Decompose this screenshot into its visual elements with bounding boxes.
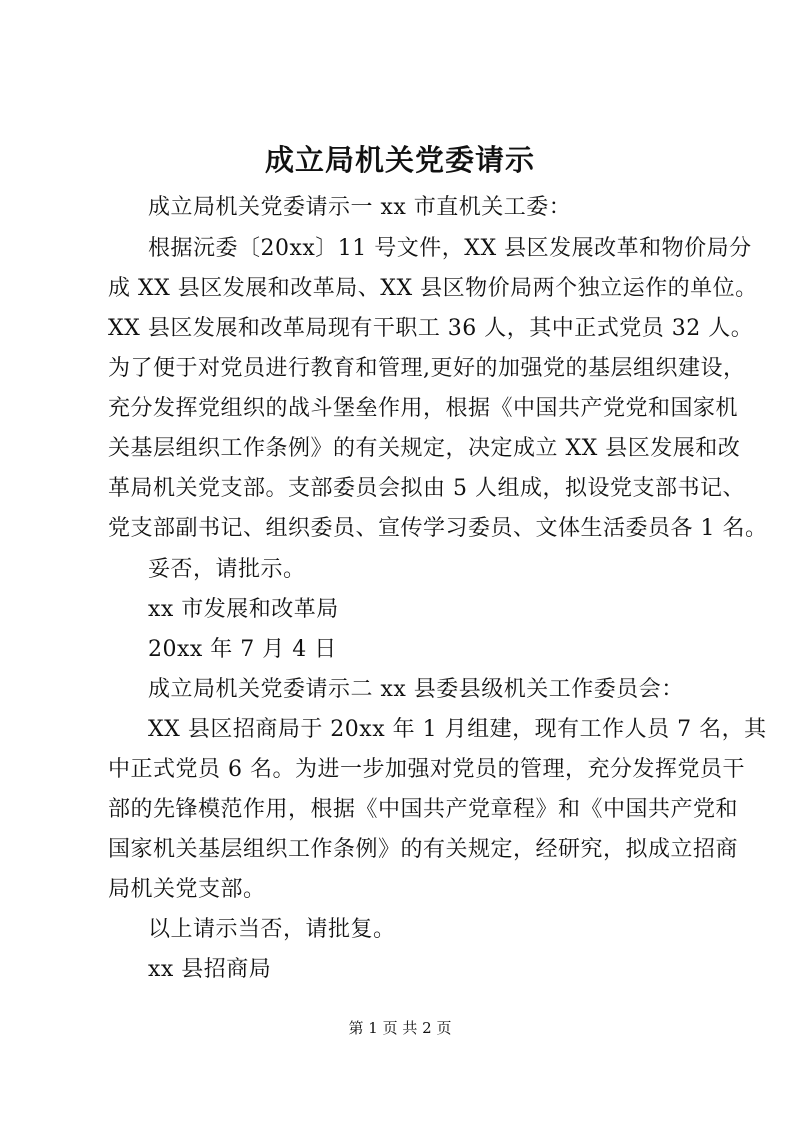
body-line: 中正式党员 6 名。为进一步加强对党员的管理，充分发挥党员干 [108,757,745,782]
document-title: 成立局机关党委请示 [264,143,535,177]
body-line: 局机关党支部。 [108,877,266,902]
body-line: 充分发挥党组织的战斗堡垒作用，根据《中国共产党党和国家机 [108,396,739,421]
body-line: 成立局机关党委请示二 xx 县委县级机关工作委员会： [148,677,684,702]
body-line: 成 XX 县区发展和改革局、XX 县区物价局两个独立运作的单位。 [108,276,758,301]
body-line: 党支部副书记、组织委员、宣传学习委员、文体生活委员各 1 名。 [108,516,768,541]
page-footer: 第 1 页 共 2 页 [348,1019,452,1037]
body-line: 关基层组织工作条例》的有关规定，决定成立 XX 县区发展和改 [108,436,741,461]
body-line: 革局机关党支部。支部委员会拟由 5 人组成，拟设党支部书记、 [108,476,745,501]
body-line: 部的先锋模范作用，根据《中国共产党章程》和《中国共产党和 [108,797,739,822]
body-line: 国家机关基层组织工作条例》的有关规定，经研究，拟成立招商 [108,837,739,862]
signature-line: xx 县招商局 [148,957,272,982]
date-line: 20xx 年 7 月 4 日 [148,637,337,662]
signature-line: xx 市发展和改革局 [148,597,339,622]
body-line: 妥否，请批示。 [148,557,306,582]
body-line: XX 县区招商局于 20xx 年 1 月组建，现有工作人员 7 名，其 [148,717,767,742]
body-line: 以上请示当否，请批复。 [148,917,396,942]
body-line: XX 县区发展和改革局现有干职工 36 人，其中正式党员 32 人。 [108,316,754,341]
body-line: 根据沅委〔20xx〕11 号文件，XX 县区发展改革和物价局分 [148,236,752,261]
body-line: 为了便于对党员进行教育和管理,更好的加强党的基层组织建设， [108,356,746,381]
body-line: 成立局机关党委请示一 xx 市直机关工委： [148,195,572,220]
